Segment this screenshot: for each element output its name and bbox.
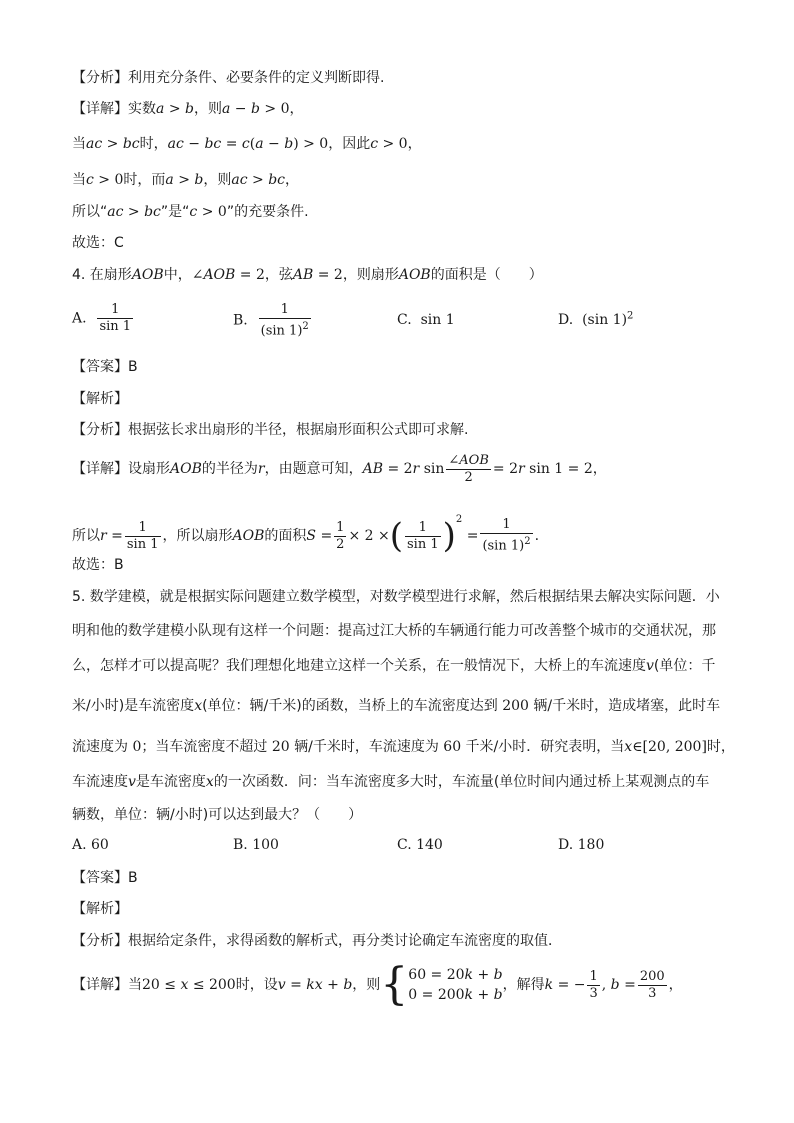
q4-final: 故选：B <box>72 557 124 573</box>
q5-stem-5: 流速度为 0；当车流密度不超过 20 辆/千米时，车流速度为 60 千米/小时．研究表明，当x∈[20, 200]时， <box>72 739 735 755</box>
q5-detail: 【详解】当20 ≤ x ≤ 200时，设v = kx + b，则{60 = 20k + b 0 = 200k + b，解得k = − $\frac{1}{3}$ , b = $\frac{200}{3}$ ， <box>72 959 683 1010</box>
q5-analysis: 【分析】根据给定条件，求得函数的解析式，再分类讨论确定车流密度的取值． <box>72 933 562 949</box>
q5-stem-7: 辆数，单位：辆/小时)可以达到最大？（ ） <box>72 807 363 823</box>
q4-detail-2: 所以r = $\frac{1}{\sin 1}$ ，所以扇形AOB的面积S = $\frac{1}{2}$ × 2 ×( $\frac{1}{\sin 1}$ )$^2$ = $\frac{1}{(\sin 1)^2}$ . <box>72 514 540 556</box>
q4-jiexi: 【解析】 <box>72 391 128 407</box>
prev-detail-3: 当c > 0时，而a > b，则ac > bc， <box>72 172 299 188</box>
prev-analysis: 【分析】利用充分条件、必要条件的定义判断即得. <box>72 70 385 86</box>
q4-option-b: B. $\frac{1}{(\sin 1)^2}$ <box>233 302 309 339</box>
q5-option-a: A. 60 <box>72 837 109 853</box>
q5-option-d: D. 180 <box>558 837 605 853</box>
q4-options <box>72 302 732 342</box>
prev-detail-2: 当ac > bc时，ac − bc = c(a − b) > 0，因此c > 0， <box>72 136 422 152</box>
q5-option-b: B. 100 <box>233 837 279 853</box>
prev-detail-1: 【详解】实数a > b，则a − b > 0， <box>72 101 304 117</box>
q5-stem-1: 5. 数学建模，就是根据实际问题建立数学模型，对数学模型进行求解，然后根据结果去解决实际问题．小 <box>72 589 720 605</box>
q4-stem: 4. 在扇形AOB中，∠AOB = 2，弦AB = 2，则扇形AOB的面积是（ ） <box>72 267 543 283</box>
q5-answer: 【答案】B <box>72 870 138 886</box>
q5-stem-4: 米/小时)是车流密度x(单位：辆/千米)的函数，当桥上的车流密度达到 200 辆/千米时，造成堵塞，此时车 <box>72 698 721 714</box>
q4-analysis: 【分析】根据弦长求出扇形的半径，根据扇形面积公式即可求解. <box>72 422 469 438</box>
q4-option-c: C. sin 1 <box>397 312 455 328</box>
q5-stem-2: 明和他的数学建模小队现有这样一个问题：提高过江大桥的车辆通行能力可改善整个城市的交通状况，那 <box>72 623 716 639</box>
q5-stem-6: 车流速度v是车流密度x的一次函数．问：当车流密度多大时，车流量(单位时间内通过桥上某观测点的车 <box>72 774 710 790</box>
q5-options <box>72 837 732 859</box>
q4-option-d: D. (sin 1)$^2$ <box>558 310 634 328</box>
q5-stem-3: 么，怎样才可以提高呢？我们理想化地建立这样一个关系，在一般情况下，大桥上的车流速度v(单位：千 <box>72 658 716 674</box>
prev-detail-4: 所以“ac > bc”是“c > 0”的充要条件. <box>72 204 309 220</box>
q4-option-a: A. $\frac{1}{\sin 1}$ <box>72 302 132 334</box>
q4-answer: 【答案】B <box>72 359 138 375</box>
q5-jiexi: 【解析】 <box>72 901 128 917</box>
q5-option-c: C. 140 <box>397 837 443 853</box>
q4-detail-1: 【详解】设扇形AOB的半径为r，由题意可知，AB = 2r sin $\frac{\text{∠AOB}}{2}$ = 2r sin 1 = 2， <box>72 452 607 485</box>
prev-answer: 故选：C <box>72 235 124 251</box>
